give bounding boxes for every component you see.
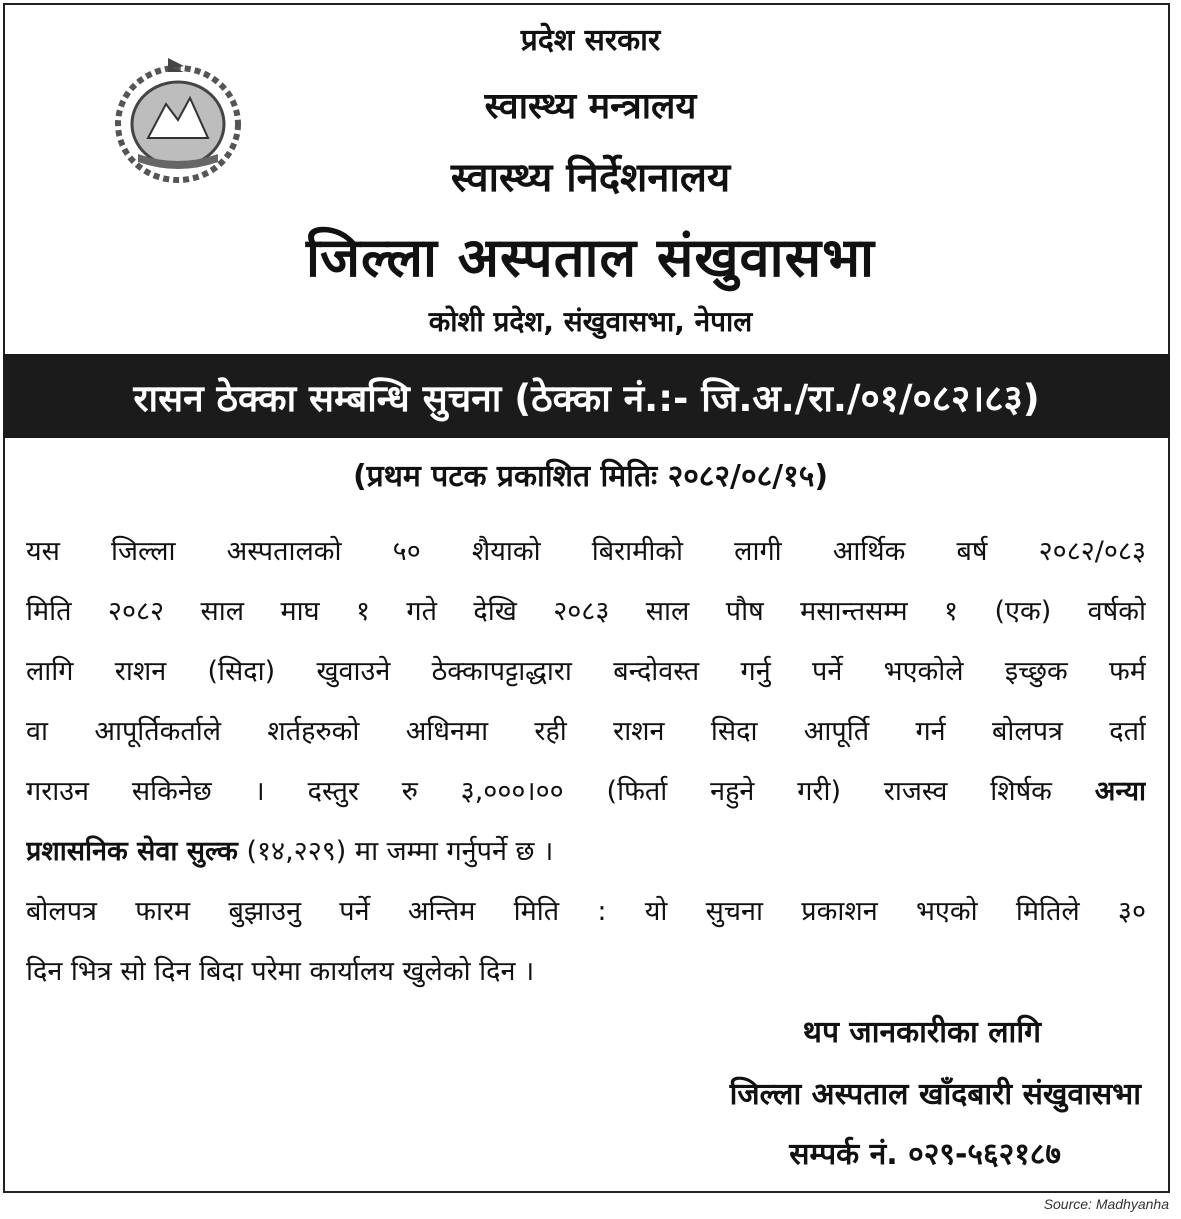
body-line-4: वा आपूर्तिकर्ताले शर्तहरुको अधिनमा रही राशन सिदा आपूर्ति गर्न बोलपत्र दर्ता	[26, 716, 1146, 747]
body-line-5	[26, 762, 1146, 822]
notice-title: रासन ठेक्का सम्बन्धि सुचना (ठेक्का नं.:- जि.अ./रा./०१/०८२।८३)	[133, 376, 1040, 420]
body-line-8: दिन भित्र सो दिन बिदा परेमा कार्यालय खुलेको दिन ।	[26, 956, 535, 987]
body-line-3: लागि राशन (सिदा) खुवाउने ठेक्कापट्टाद्धारा बन्दोवस्त गर्नु पर्ने भएकोले इच्छुक फर्म	[26, 656, 1146, 687]
body-line-6	[26, 822, 1146, 882]
body-line-1: यस जिल्ला अस्पतालको ५० शैयाको बिरामीको लागी आर्थिक बर्ष २०८२/०८३	[26, 536, 1146, 567]
body-line-5-text: गराउन सकिनेछ । दस्तुर रु ३,०००।०० (फिर्ता नहुने गरी) राजस्व शिर्षक	[26, 776, 1095, 807]
publication-date: (प्रथम पटक प्रकाशित मितिः २०८२/०८/१५)	[352, 459, 829, 494]
contact-office: जिल्ला अस्पताल खाँदबारी संखुवासभा	[729, 1077, 1141, 1112]
header-directorate: स्वास्थ्य निर्देशनालय	[450, 155, 731, 201]
header-ministry: स्वास्थ्य मन्त्रालय	[484, 86, 697, 127]
header-hospital-name: जिल्ला अस्पताल संखुवासभा	[305, 226, 876, 289]
body-line-6-text: (१४,२२९) मा जम्मा गर्नुपर्ने छ ।	[237, 836, 554, 867]
body-line-7: बोलपत्र फारम बुझाउनु पर्ने अन्तिम मिति : यो सुचना प्रकाशन भएको मितिले ३०	[26, 896, 1146, 927]
body-line-2: मिति २०८२ साल माघ १ गते देखि २०८३ साल पौष मसान्तसम्म १ (एक) वर्षको	[26, 596, 1146, 627]
contact-heading: थप जानकारीका लागि	[802, 1015, 1041, 1050]
header-address: कोशी प्रदेश, संखुवासभा, नेपाल	[428, 305, 753, 338]
source-credit: Source: Madhyanha	[1043, 1196, 1169, 1212]
notice-body	[26, 522, 1146, 1002]
contact-phone: सम्पर्क नं. ०२९-५६२१८७	[789, 1137, 1061, 1172]
body-line-6-bold: प्रशासनिक सेवा सुल्क	[26, 836, 238, 867]
header-line-1: प्रदेश सरकार	[520, 23, 661, 58]
body-line-5-bold: अन्या	[1094, 776, 1146, 807]
title-bar	[3, 354, 1170, 438]
